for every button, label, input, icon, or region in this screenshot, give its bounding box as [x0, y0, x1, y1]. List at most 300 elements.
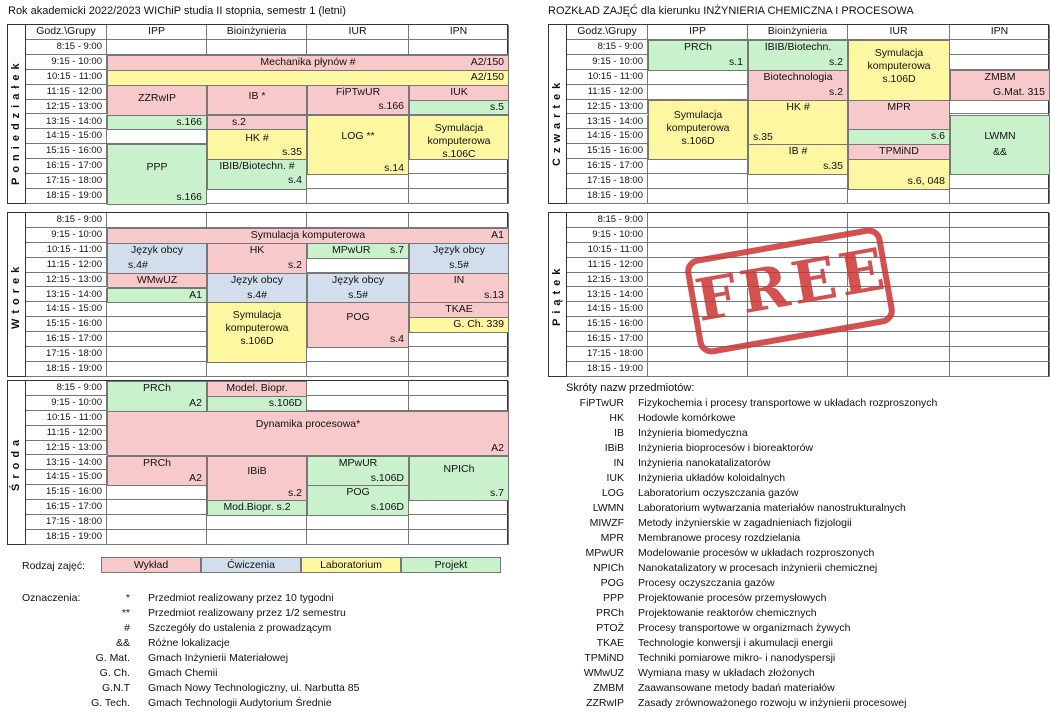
empty-slot	[748, 347, 848, 362]
time-slot: 18:15 - 19:00	[567, 362, 648, 377]
empty-slot	[207, 530, 307, 545]
room-label: s.4	[287, 174, 302, 187]
block-ib[interactable]	[207, 85, 307, 116]
block-mpwur[interactable]	[307, 456, 409, 487]
column-header-bio: Bioinżynieria	[748, 25, 848, 40]
empty-slot	[950, 243, 1050, 258]
wednesday-grid	[7, 380, 508, 545]
time-slot: 9:15 - 10:00	[567, 228, 648, 243]
day-label-tue: Wtorek	[10, 261, 22, 329]
room-label: s.14	[384, 161, 404, 174]
empty-slot	[409, 515, 509, 530]
notes-label: Oznaczenia:	[22, 592, 81, 604]
block-text: NPICh	[443, 462, 475, 475]
empty-slot	[307, 40, 409, 55]
column-header-bio: Bioinżynieria	[207, 25, 307, 40]
block-text: IN	[453, 273, 465, 286]
time-slot: 8:15 - 9:00	[567, 213, 648, 228]
note-value: Różne lokalizacje	[148, 637, 230, 649]
room-label: s.2	[828, 56, 843, 68]
abbr-key: LWMN	[592, 502, 624, 514]
empty-slot	[207, 362, 307, 377]
block-pog[interactable]	[307, 302, 409, 348]
time-slot: 17:15 - 18:00	[567, 347, 648, 362]
block-text: MPwUR	[332, 243, 371, 256]
abbr-value: Laboratorium oczyszczania gazów	[638, 487, 799, 499]
abbr-key: MIWZF	[589, 517, 624, 529]
block-ibib[interactable]	[207, 456, 307, 502]
empty-slot	[307, 347, 409, 362]
note-key: G. Tech.	[91, 697, 130, 709]
block-jezyk-1[interactable]	[107, 243, 207, 274]
empty-slot	[950, 258, 1050, 273]
room-label: A2	[189, 471, 202, 484]
room-label: s.7	[489, 486, 504, 499]
room-label: s.4#	[247, 288, 267, 301]
abbr-value: Procesy transportowe w organizmach żywych	[638, 622, 851, 634]
empty-slot	[848, 347, 950, 362]
time-slot: 17:15 - 18:00	[567, 174, 648, 189]
empty-slot	[409, 159, 509, 174]
empty-slot	[307, 381, 409, 396]
abbr-value: Metody inżynierskie w zagadnieniach fizjologii	[638, 517, 852, 529]
empty-slot	[107, 485, 207, 500]
empty-slot	[748, 213, 848, 228]
block-text: IBiB	[247, 464, 267, 477]
abbr-key: IBiB	[604, 442, 624, 454]
block-text: PRCh	[683, 41, 712, 53]
abbr-key: ZZRwIP	[586, 697, 624, 709]
empty-slot	[107, 213, 207, 228]
empty-slot	[207, 189, 307, 204]
abbr-key: PPP	[602, 592, 624, 604]
room-label: s.2	[828, 85, 843, 98]
abbr-key: IUK	[606, 472, 624, 484]
empty-slot	[648, 228, 748, 243]
time-slot: 10:15 - 11:00	[26, 70, 107, 85]
note-value: Gmach Chemii	[148, 667, 218, 679]
abbr-key: TPMiND	[584, 652, 624, 664]
block-text: POG	[346, 486, 370, 499]
note-value: Gmach Inżynierii Materiałowej	[148, 652, 289, 664]
block-text: IBIB/Biotechn.	[764, 41, 832, 53]
empty-slot	[648, 159, 748, 174]
empty-slot	[950, 100, 1050, 115]
column-header-iur: IUR	[307, 25, 409, 40]
empty-slot	[648, 213, 748, 228]
block-text: Dynamika procesowa*	[255, 417, 361, 430]
abbr-key: ZMBM	[593, 682, 624, 694]
room-label: s.4#	[128, 258, 148, 271]
empty-slot	[307, 213, 409, 228]
abbr-value: Inżynieria nanokatalizatorów	[638, 457, 771, 469]
empty-slot	[409, 40, 509, 55]
time-slot: 13:15 - 14:00	[26, 456, 107, 471]
column-header-ipn: IPN	[409, 25, 509, 40]
empty-slot	[307, 174, 409, 189]
block-symulacja-wyk[interactable]	[107, 228, 509, 244]
block-text: ZMBM	[984, 70, 1016, 83]
time-slot: 11:15 - 12:00	[26, 258, 107, 273]
block-ppp[interactable]	[107, 144, 207, 205]
block-hk[interactable]	[748, 100, 848, 146]
empty-slot	[950, 228, 1050, 243]
block-text: Symulacja	[232, 309, 282, 322]
abbr-value: Techniki pomiarowe mikro- i nanodyspersji	[638, 652, 836, 664]
abbr-key: MPR	[600, 532, 624, 544]
block-ibib[interactable]	[207, 159, 307, 190]
time-slot: 13:15 - 14:00	[567, 115, 648, 130]
block-hk[interactable]	[207, 129, 307, 160]
block-jezyk-2[interactable]	[409, 243, 509, 274]
room-label: s.35	[753, 130, 773, 143]
empty-slot	[307, 189, 409, 204]
note-key: **	[121, 607, 130, 619]
room-label: s.106D	[370, 471, 404, 484]
empty-slot	[950, 362, 1050, 377]
empty-slot	[107, 515, 207, 530]
block-text: Symulacja	[874, 47, 924, 59]
time-slot: 9:15 - 10:00	[26, 55, 107, 70]
block-symulacja-1[interactable]	[848, 40, 950, 101]
time-slot: 8:15 - 9:00	[26, 40, 107, 55]
time-slot: 16:15 - 17:00	[26, 332, 107, 347]
schedule-title: ROZKŁAD ZAJĘĆ dla kierunku INŻYNIERIA CHEMICZNA I PROCESOWA	[548, 5, 914, 17]
time-slot: 9:15 - 10:00	[26, 228, 107, 243]
empty-slot	[107, 332, 207, 347]
column-header-ipp: IPP	[648, 25, 748, 40]
block-pog[interactable]	[307, 485, 409, 516]
abbr-value: Projektowanie procesów przemysłowych	[638, 592, 827, 604]
note-key: G. Ch.	[99, 667, 130, 679]
column-header-corner: Godz.\Grupy	[26, 25, 107, 40]
empty-slot	[950, 189, 1050, 204]
room-label: s.2	[232, 115, 247, 128]
block-tkae[interactable]	[409, 302, 509, 318]
abbr-value: Membranowe procesy rozdzielania	[638, 532, 801, 544]
room-label: s.4	[389, 333, 404, 346]
block-text: HK #	[786, 100, 810, 113]
empty-slot	[307, 362, 409, 377]
empty-slot	[107, 530, 207, 545]
column-header-ipp: IPP	[107, 25, 207, 40]
block-text: PRCh	[142, 382, 171, 394]
abbr-key: PRCh	[595, 607, 624, 619]
legend-laboratory: Laboratorium	[301, 557, 401, 573]
block-tpmind[interactable]	[848, 144, 950, 160]
room-label: s.35	[282, 146, 302, 159]
day-label-fri: Piątek	[551, 263, 563, 327]
monday-grid	[7, 24, 508, 204]
time-slot: 10:15 - 11:00	[567, 70, 648, 85]
block-text: Język obcy	[231, 273, 283, 286]
block-mpr[interactable]	[848, 100, 950, 131]
note-key: *	[125, 592, 130, 604]
room-label: s.106D	[268, 396, 302, 409]
room-label: A2	[491, 441, 504, 454]
time-slot: 13:15 - 14:00	[26, 288, 107, 303]
empty-slot	[207, 213, 307, 228]
time-slot: 16:15 - 17:00	[567, 159, 648, 174]
block-symulacja[interactable]	[409, 115, 509, 161]
room-label: A2/150	[470, 70, 504, 83]
legend-lecture: Wykład	[101, 557, 201, 573]
block-wmwuz-proj[interactable]	[107, 288, 207, 304]
empty-slot	[207, 40, 307, 55]
abbr-value: Wymiana masy w układach złożonych	[638, 667, 815, 679]
abbr-value: Inżynieria bioprocesów i bioreaktorów	[638, 442, 814, 454]
day-label-mon: Poniedziałek	[10, 58, 22, 186]
block-jezyk-3[interactable]	[207, 273, 307, 304]
block-biotechnologia[interactable]	[748, 70, 848, 101]
block-text: komputerowa	[427, 134, 491, 147]
block-zmbm[interactable]	[950, 70, 1050, 101]
block-text: Język obcy	[433, 243, 485, 256]
block-text: komputerowa	[225, 322, 289, 335]
empty-slot	[307, 530, 409, 545]
time-slot: 11:15 - 12:00	[567, 85, 648, 100]
abbr-key: IB	[614, 427, 624, 439]
abbr-value: Technologie konwersji i akumulacji energii	[638, 637, 833, 649]
abbr-value: Zasady zrównoważonego rozwoju w inżynierii procesowej	[638, 697, 907, 709]
time-slot: 17:15 - 18:00	[26, 174, 107, 189]
abbr-value: Inżynieria układów koloidalnych	[638, 472, 786, 484]
block-text: s.106C	[442, 147, 476, 160]
block-mechanika[interactable]	[107, 55, 509, 71]
block-jezyk-4[interactable]	[307, 273, 409, 304]
time-slot: 9:15 - 10:00	[26, 396, 107, 411]
note-key: #	[124, 622, 130, 634]
block-text: HK #	[245, 132, 269, 145]
abbr-key: LOG	[601, 487, 624, 499]
column-header-iur: IUR	[848, 25, 950, 40]
empty-slot	[107, 40, 207, 55]
empty-slot	[950, 302, 1050, 317]
abbr-key: IN	[613, 457, 624, 469]
empty-slot	[409, 332, 509, 347]
legend-project: Projekt	[401, 557, 501, 573]
time-slot: 18:15 - 19:00	[26, 362, 107, 377]
time-slot: 12:15 - 13:00	[26, 273, 107, 288]
empty-slot	[848, 332, 950, 347]
thursday-grid	[548, 24, 1049, 204]
block-text: LOG **	[341, 129, 375, 142]
empty-slot	[409, 213, 509, 228]
room-label: A2/150	[470, 55, 504, 68]
semester-title: Rok akademicki 2022/2023 WIChiP studia II stopnia, semestr 1 (letni)	[8, 5, 346, 17]
block-text: Język obcy	[332, 273, 384, 286]
time-slot: 15:15 - 16:00	[567, 317, 648, 332]
block-hk[interactable]	[207, 243, 307, 274]
block-wmwuz[interactable]	[107, 273, 207, 289]
block-text: WMwUZ	[136, 273, 178, 286]
empty-slot	[409, 189, 509, 204]
empty-slot	[107, 362, 207, 377]
room-label: s.6	[930, 130, 945, 143]
block-text: Model. Biopr.	[226, 382, 288, 394]
tuesday-grid	[7, 212, 508, 377]
block-ibib[interactable]	[748, 40, 848, 71]
block-dynamika[interactable]	[107, 411, 509, 457]
block-mod-biopr[interactable]	[207, 500, 307, 516]
block-iuk-room[interactable]	[409, 100, 509, 116]
abbr-value: Inżynieria biomedyczna	[638, 427, 748, 439]
abbr-value: Fizykochemia i procesy transportowe w układach rozproszonych	[638, 397, 938, 409]
empty-slot	[950, 332, 1050, 347]
time-slot: 15:15 - 16:00	[567, 144, 648, 159]
abbr-value: Procesy oczyszczania gazów	[638, 577, 775, 589]
block-text: IUK	[450, 85, 468, 98]
abbr-title: Skróty nazw przedmiotów:	[566, 382, 695, 394]
block-prch[interactable]	[648, 40, 748, 71]
room-label: s.35	[823, 160, 843, 173]
time-slot: 17:15 - 18:00	[26, 515, 107, 530]
empty-slot	[950, 174, 1050, 189]
note-value: Przedmiot realizowany przez 10 tygodni	[148, 592, 334, 604]
room-label: s.5#	[348, 288, 368, 301]
abbr-value: Projektowanie reaktorów chemicznych	[638, 607, 817, 619]
empty-slot	[307, 396, 409, 411]
block-text: komputerowa	[666, 121, 730, 134]
block-symulacja-2[interactable]	[648, 100, 748, 161]
time-slot: 17:15 - 18:00	[26, 347, 107, 362]
block-in[interactable]	[409, 273, 509, 304]
block-npich[interactable]	[409, 456, 509, 502]
block-text: Symulacja	[673, 108, 723, 121]
empty-slot	[409, 362, 509, 377]
block-ib-room[interactable]	[207, 115, 307, 131]
time-slot: 12:15 - 13:00	[26, 100, 107, 115]
legend-label: Rodzaj zajęć:	[22, 560, 86, 572]
abbr-key: HK	[609, 412, 624, 424]
room-label: A1	[491, 228, 504, 241]
block-mpr-room[interactable]	[848, 129, 950, 145]
block-text: Język obcy	[131, 243, 183, 256]
block-prch-1[interactable]	[107, 381, 207, 412]
abbr-key: NPICh	[593, 562, 624, 574]
block-text: TPMiND	[879, 145, 919, 158]
time-slot: 13:15 - 14:00	[26, 115, 107, 130]
block-model-biopr-room[interactable]	[207, 396, 307, 412]
note-value: Gmach Nowy Technologiczny, ul. Narbutta 85	[148, 682, 360, 694]
empty-slot	[409, 530, 509, 545]
column-header-ipn: IPN	[950, 25, 1050, 40]
note-value: Przedmiot realizowany przez 1/2 semestru	[148, 607, 346, 619]
block-zzrwip-proj[interactable]	[107, 115, 207, 131]
abbr-key: MPwUR	[585, 547, 624, 559]
time-slot: 18:15 - 19:00	[567, 189, 648, 204]
time-slot: 9:15 - 10:00	[567, 55, 648, 70]
time-slot: 16:15 - 17:00	[567, 332, 648, 347]
empty-slot	[409, 347, 509, 362]
room-label: s.106D	[370, 501, 404, 514]
abbr-value: Hodowle komórkowe	[638, 412, 736, 424]
block-text: s.106D	[681, 134, 715, 147]
block-symulacja-lab[interactable]	[207, 302, 307, 363]
block-text: Mechanika płynów #	[260, 55, 356, 68]
abbr-key: POG	[600, 577, 624, 589]
abbr-key: TKAE	[596, 637, 624, 649]
empty-slot	[307, 515, 409, 530]
block-ib[interactable]	[748, 144, 848, 175]
empty-slot	[107, 500, 207, 515]
time-slot: 13:15 - 14:00	[567, 288, 648, 303]
time-slot: 14:15 - 15:00	[567, 129, 648, 144]
block-text: IBIB/Biotechn. #	[219, 160, 295, 173]
time-slot: 10:15 - 11:00	[26, 243, 107, 258]
block-prch-2[interactable]	[107, 456, 207, 487]
empty-slot	[950, 347, 1050, 362]
block-text: TKAE	[445, 303, 473, 316]
time-slot: 16:15 - 17:00	[26, 159, 107, 174]
empty-slot	[950, 213, 1050, 228]
block-text: PPP	[146, 161, 168, 174]
empty-slot	[409, 381, 509, 396]
time-slot: 18:15 - 19:00	[26, 189, 107, 204]
block-text: s.106D	[882, 73, 916, 85]
empty-slot	[207, 515, 307, 530]
block-mechanika-lab[interactable]	[107, 70, 509, 86]
empty-slot	[409, 500, 509, 515]
empty-slot	[648, 70, 748, 85]
abbr-key: WMwUZ	[583, 667, 624, 679]
block-mpwur[interactable]	[307, 243, 409, 259]
time-slot: 12:15 - 13:00	[26, 441, 107, 456]
empty-slot	[950, 273, 1050, 288]
room-label: s.6, 048	[907, 175, 945, 188]
room-label: s.7	[389, 243, 404, 256]
empty-slot	[107, 302, 207, 317]
empty-slot	[307, 258, 409, 273]
note-key: G.N.T	[102, 682, 130, 694]
block-tkae-lab[interactable]	[409, 317, 509, 333]
time-slot: 12:15 - 13:00	[567, 100, 648, 115]
block-tpmind-lab[interactable]	[848, 159, 950, 190]
room-label: s.2	[287, 258, 302, 271]
block-text: POG	[346, 311, 370, 324]
time-slot: 15:15 - 16:00	[26, 485, 107, 500]
time-slot: 11:15 - 12:00	[26, 426, 107, 441]
empty-slot	[648, 85, 748, 100]
time-slot: 14:15 - 15:00	[26, 302, 107, 317]
block-text: ZZRwIP	[138, 91, 176, 104]
block-text: Mod.Biopr. s.2	[223, 501, 291, 514]
abbr-value: Modelowanie procesów w układach rozproszonych	[638, 547, 875, 559]
block-text: Symulacja komputerowa	[250, 228, 366, 241]
empty-slot	[848, 213, 950, 228]
time-slot: 10:15 - 11:00	[567, 243, 648, 258]
block-text: HK	[249, 243, 265, 256]
block-text: Biotechnologia	[763, 70, 833, 83]
time-slot: 12:15 - 13:00	[567, 273, 648, 288]
empty-slot	[107, 347, 207, 362]
legend-exercises: Ćwiczenia	[201, 557, 301, 573]
empty-slot	[950, 40, 1050, 55]
free-stamp: FREE	[683, 225, 897, 356]
block-text: &&	[992, 145, 1007, 158]
day-label-thu: Czwartek	[551, 77, 563, 167]
empty-slot	[848, 362, 950, 377]
time-slot: 8:15 - 9:00	[567, 40, 648, 55]
room-label: s.166	[176, 191, 202, 204]
note-value: Szczegóły do ustalenia z prowadzącym	[148, 622, 332, 634]
block-fiptwur[interactable]	[307, 85, 409, 116]
empty-slot	[950, 288, 1050, 303]
block-lwmn[interactable]	[950, 115, 1050, 176]
time-slot: 14:15 - 15:00	[26, 470, 107, 485]
block-log[interactable]	[307, 115, 409, 176]
note-value: Gmach Technologii Audytorium Średnie	[148, 697, 332, 709]
